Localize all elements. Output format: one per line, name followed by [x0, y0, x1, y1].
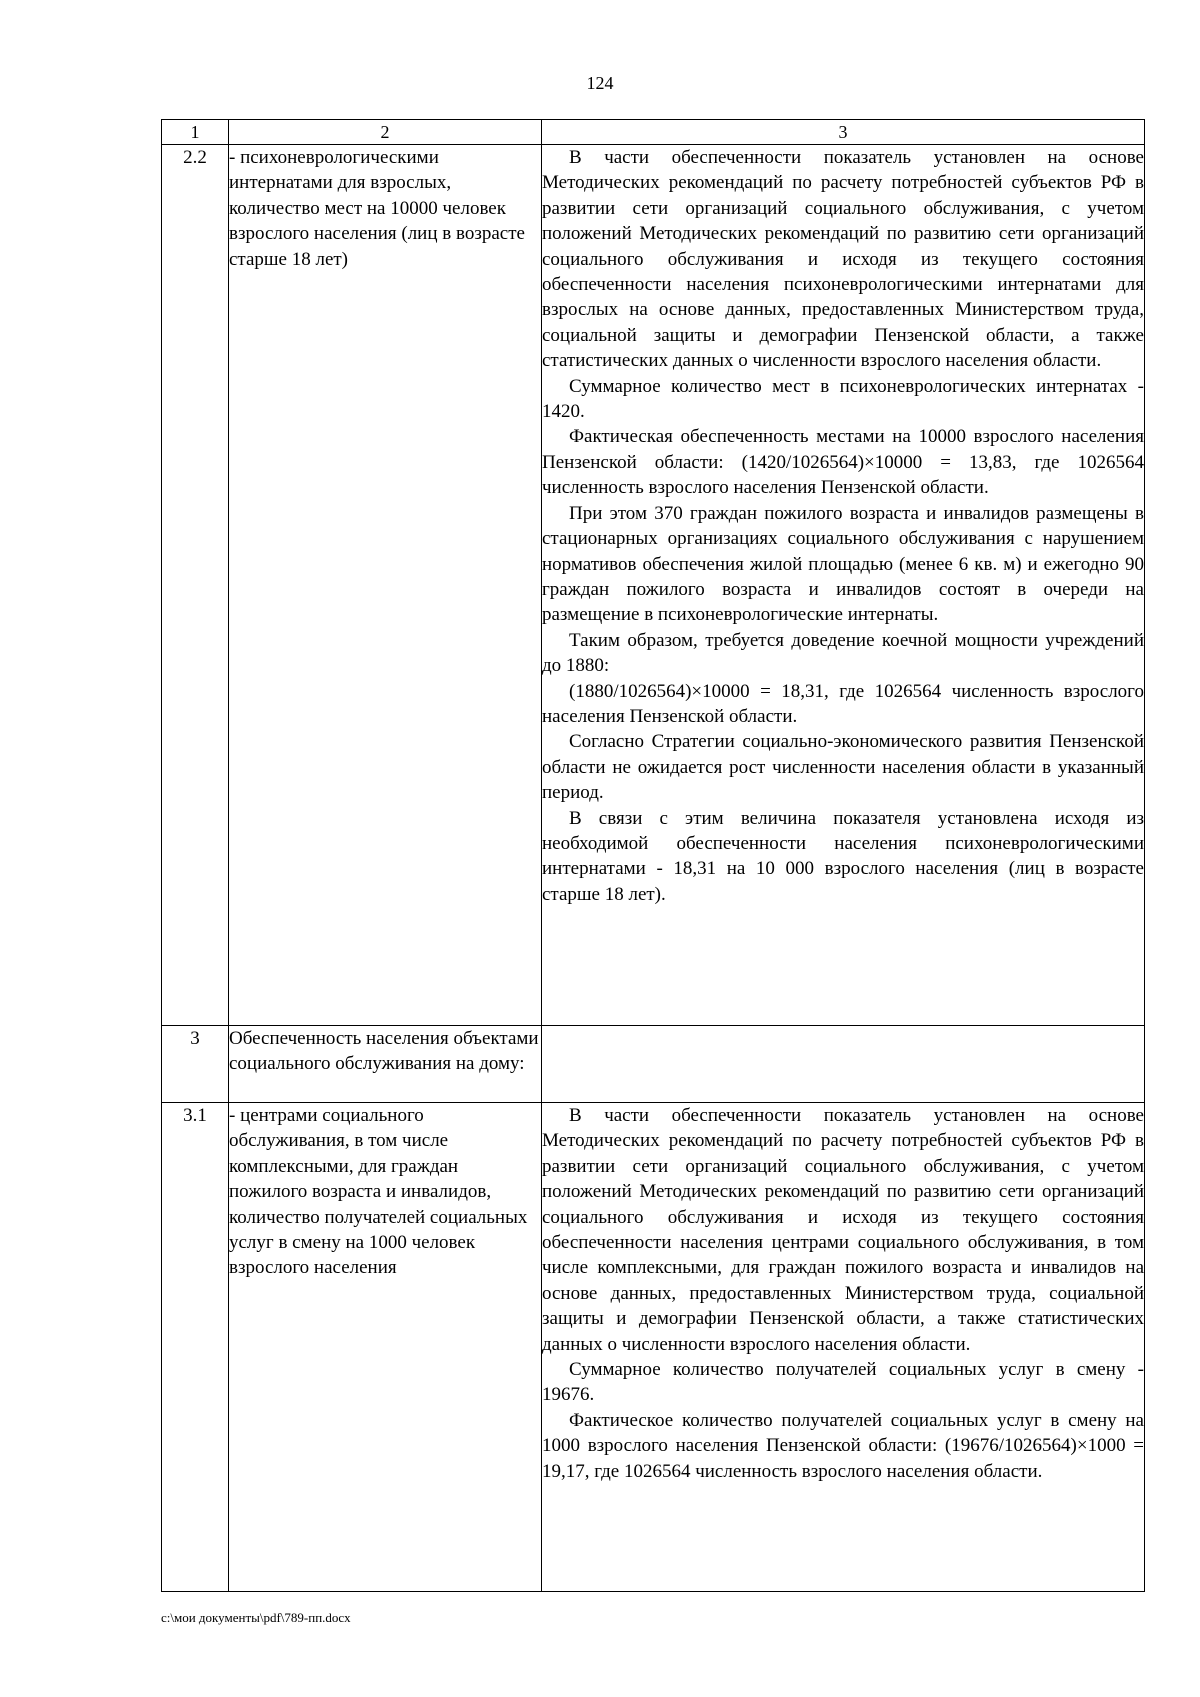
row-number: 3.1 [162, 1103, 229, 1592]
paragraph: Согласно Стратегии социально-экономического развития Пензенской области не ожидается рост численности населения области в указанный период. [542, 731, 1144, 804]
page-number: 124 [586, 73, 614, 93]
paragraph: В связи с этим величина показателя установлена исходя из необходимой обеспеченности населения психоневрологическими интернатами - 18,31 на 10 000 взрослого населения (лиц в возрасте старше 18 лет). [542, 807, 1144, 905]
paragraph: Суммарное количество мест в психоневрологических интернатах - 1420. [542, 375, 1144, 423]
paragraph: При этом 370 граждан пожилого возраста и инвалидов размещены в стационарных организациях социального обслуживания с нарушением нормативов обеспечения жилой площадью (менее 6 кв. м) и ежегодно 90 граждан пожилого возраста и инвалидов состоят в очереди на размещение в психоневрологические интернаты. [542, 502, 1144, 626]
paragraph: В части обеспеченности показатель установлен на основе Методических рекомендаций по расчету потребностей субъектов РФ в развитии сети организаций социального обслуживания, с учетом положений Методических рекомендаций по развитию сети организаций социального обслуживания и исходя из текущего состояния обеспеченности населения психоневрологическими интернатами для взрослых на основе данных, предоставленных Министерством труда, социальной защиты и демографии Пензенской области, а также статистических данных о численности взрослого населения области. [542, 147, 1144, 372]
header-col-1: 1 [162, 120, 229, 145]
indicators-table [161, 119, 1145, 1592]
paragraph: (1880/1026564)×10000 = 18,31, где 1026564 численность взрослого населения Пензенской области. [542, 680, 1144, 727]
indicator-text: Обеспеченность населения объектами социального обслуживания на дому: [229, 1026, 542, 1103]
justification-cell [542, 1103, 1145, 1592]
justification-cell [542, 1026, 1145, 1103]
footer-file-path: c:\мои документы\pdf\789-пп.docx [161, 1610, 351, 1625]
justification-cell [542, 145, 1145, 1026]
paragraph: Суммарное количество получателей социальных услуг в смену - 19676. [542, 1359, 1144, 1406]
paragraph: Фактическое количество получателей социальных услуг в смену на 1000 взрослого населения Пензенской области: (19676/1026564)×1000 = 19,17, где 1026564 численность взрослого населения области. [542, 1409, 1144, 1482]
header-col-2: 2 [229, 120, 542, 145]
table-row [162, 1026, 1145, 1103]
table-header-row [162, 120, 1145, 145]
indicator-text: - психоневрологическими интернатами для взрослых, количество мест на 10000 человек взрослого населения (лиц в возрасте старше 18 лет) [229, 145, 542, 1026]
table-row [162, 145, 1145, 1026]
table-row [162, 1103, 1145, 1592]
row-number: 3 [162, 1026, 229, 1103]
paragraph: Таким образом, требуется доведение коечной мощности учреждений до 1880: [542, 629, 1144, 677]
header-col-3: 3 [542, 120, 1145, 145]
paragraph: В части обеспеченности показатель установлен на основе Методических рекомендаций по расчету потребностей субъектов РФ в развитии сети организаций социального обслуживания, с учетом положений Методических рекомендаций по развитию сети организаций социального обслуживания и исходя из текущего состояния обеспеченности населения центрами социального обслуживания, в том числе комплексными, для граждан пожилого возраста и инвалидов на основе данных, предоставленных Министерством труда, социальной защиты и демографии Пензенской области, а также статистических данных о численности взрослого населения области. [542, 1105, 1144, 1355]
row-number: 2.2 [162, 145, 229, 1026]
indicator-text: - центрами социального обслуживания, в том числе комплексными, для граждан пожилого возраста и инвалидов, количество получателей социальных услуг в смену на 1000 человек взрослого населения [229, 1103, 542, 1592]
paragraph: Фактическая обеспеченность местами на 10000 взрослого населения Пензенской области: (1420/1026564)×10000 = 13,83, где 1026564 численность взрослого населения Пензенской области. [542, 426, 1144, 499]
